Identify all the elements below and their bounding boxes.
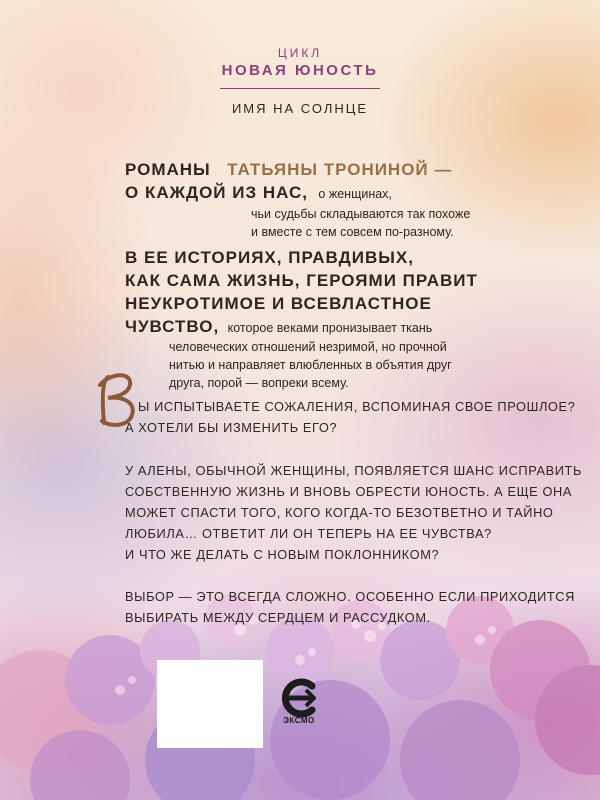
blurb-line-8-lead: ЧУВСТВО, [125,317,220,336]
book-title: ИМЯ НА СОЛНЦЕ [231,101,369,116]
desc-p2-line5: И ЧТО ЖЕ ДЕЛАТЬ С НОВЫМ ПОКЛОННИКОМ? [125,547,440,562]
desc-p1-line2: А ХОТЕЛИ БЫ ИЗМЕНИТЬ ЕГО? [125,420,338,435]
blurb-line-2-lead: О КАЖДОЙ ИЗ НАС, [125,183,308,202]
blurb-line-8-small: которое веками пронизывает ткань [227,321,433,335]
desc-p1-line1: Ы ИСПЫТЫВАЕТЕ СОЖАЛЕНИЯ, ВСПОМИНАЯ СВОЕ ПРОШЛОЕ? [138,399,576,414]
desc-p3-line2: ВЫБИРАТЬ МЕЖДУ СЕРДЦЕМ И РАССУДКОМ. [125,610,431,625]
desc-p2-line3: МОЖЕТ СПАСТИ ТОГО, КОГО КОГДА-ТО БЕЗОТВЕТНО И ТАЙНО [125,505,554,520]
cycle-label: ЦИКЛ [277,46,323,60]
blurb-line-6: КАК САМА ЖИЗНЬ, ГЕРОЯМИ ПРАВИТ [125,271,478,290]
series-divider [220,88,380,89]
blurb-line-9: человеческих отношений незримой, но прочной [169,340,447,354]
desc-p3-line1: ВЫБОР — ЭТО ВСЕГДА СЛОЖНО. ОСОБЕННО ЕСЛИ ПРИХОДИТСЯ [125,589,575,604]
blurb-line-10: нитью и направляет влюбленных в объятия друг [169,358,452,372]
blurb-line-5: В ЕЕ ИСТОРИЯХ, ПРАВДИВЫХ, [125,248,414,267]
blurb-line-2-small: о женщинах, [318,187,392,201]
author-name: ТАТЬЯНЫ ТРОНИНОЙ — [227,160,453,179]
barcode-area [157,660,263,748]
desc-p2-line4: ЛЮБИЛА… ОТВЕТИТ ЛИ ОН ТЕПЕРЬ НА ЕЕ ЧУВСТВА? [125,526,492,541]
desc-p2-line1: У АЛЕНЫ, ОБЫЧНОЙ ЖЕНЩИНЫ, ПОЯВЛЯЕТСЯ ШАНС ИСПРАВИТЬ [125,463,582,478]
blurb-line-11: друга, порой — вопреки всему. [169,376,349,390]
series-title: НОВАЯ ЮНОСТЬ [221,62,379,79]
desc-p2-line2: СОБСТВЕННУЮ ЖИЗНЬ И ВНОВЬ ОБРЕСТИ ЮНОСТЬ. А ЕЩЕ ОНА [125,484,572,499]
blurb-lead-word: РОМАНЫ [125,160,211,179]
blurb-line-4: и вместе с тем совсем по-разному. [251,225,454,239]
publisher-name: ЭКСМО [283,716,315,725]
blurb-line-3: чьи судьбы складываются так похоже [251,207,471,221]
blurb-line-7: НЕУКРОТИМОЕ И ВСЕВЛАСТНОЕ [125,294,432,313]
